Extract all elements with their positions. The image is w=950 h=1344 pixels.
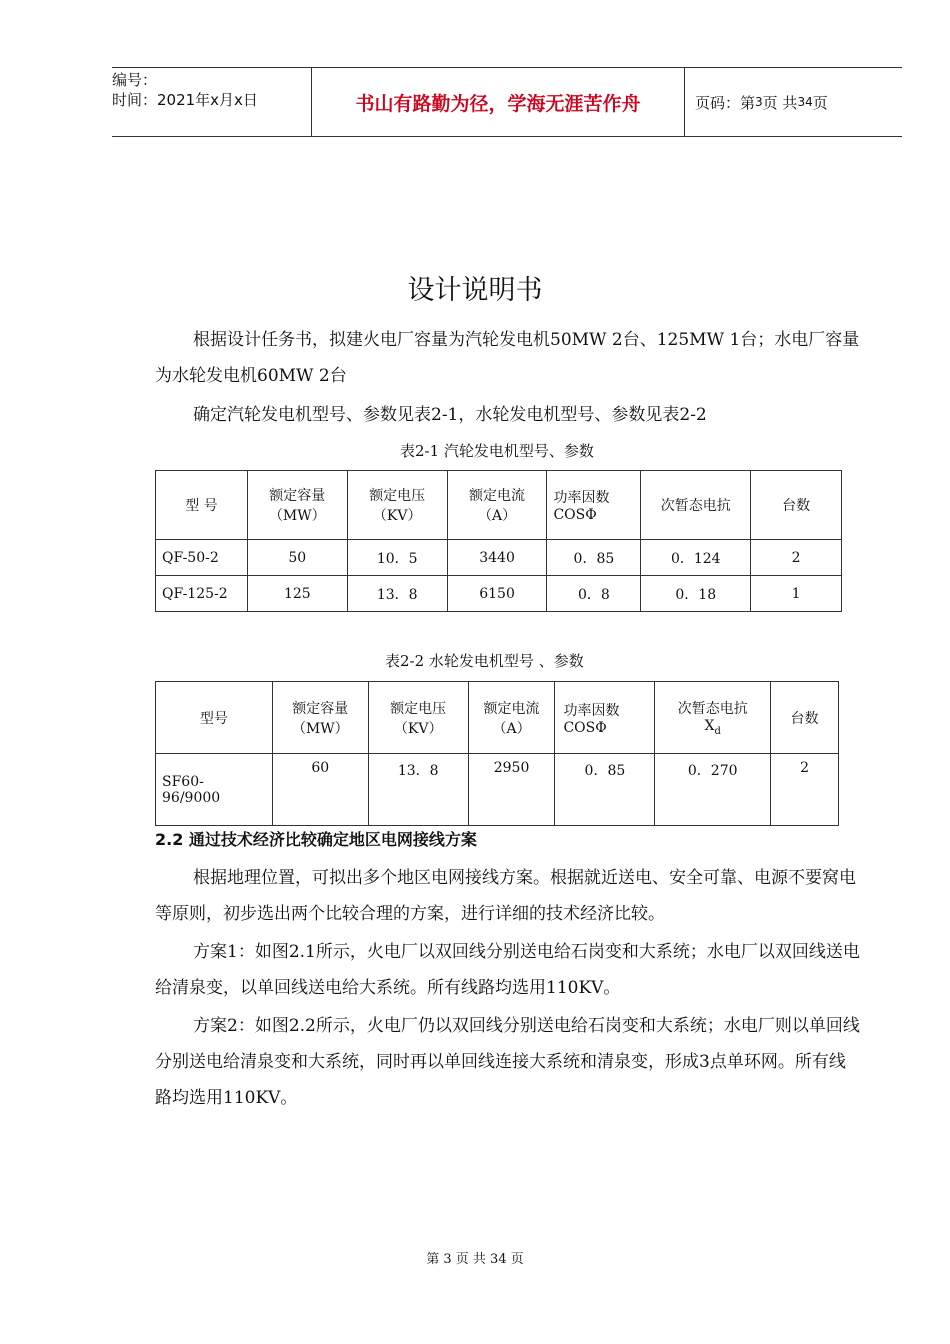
table-cell: 2950 [468,754,555,826]
intro-paragraph-2: 确定汽轮发电机型号、参数见表2-1，水轮发电机型号、参数见表2-2 [193,405,707,425]
table-cell: 1 [751,576,842,612]
table-cell: QF-125-2 [156,576,248,612]
table2-header-current: 额定电流 （A） [468,682,555,754]
table-cell: SF60- 96/9000 [156,754,273,826]
table1-header-quantity: 台数 [751,471,842,540]
header-page-info [685,68,902,136]
table-row [156,540,842,576]
table1-header-power-factor: 功率因数 COSΦ [547,471,641,540]
table-cell: 13．8 [347,576,447,612]
table-cell: 0．85 [555,754,655,826]
page-footer: 第 3 页 共 34 页 [426,1252,524,1267]
table1-header-voltage: 额定电压 （KV） [347,471,447,540]
table1-header-model: 型 号 [156,471,248,540]
time-label: 时间：2021年x月x日 [112,91,258,109]
table-cell: 125 [247,576,347,612]
section-heading: 2.2 通过技术经济比较确定地区电网接线方案 [155,830,477,849]
table-row [156,754,839,826]
table-cell: 2 [751,540,842,576]
header-meta [112,68,312,136]
table-cell: 50 [247,540,347,576]
table2-header-model: 型号 [156,682,273,754]
table-cell: 13．8 [368,754,468,826]
table-cell: 3440 [447,540,547,576]
table2-header-quantity: 台数 [771,682,839,754]
page-header [112,67,902,137]
body-paragraph-3: 方案2：如图2.2所示，火电厂仍以双回线分别送电给石岗变和大系统；水电厂则以单回线分别送电给清泉变和大系统，同时再以单回线连接大系统和清泉变，形成3点单环网。所有线路均选用110KV。 [155,1016,860,1108]
table1-caption: 表2-1 汽轮发电机型号、参数 [400,442,594,460]
table-hydro-generators [155,681,839,826]
table-cell: 0．8 [547,576,641,612]
table-cell: 0．124 [641,540,751,576]
table-cell: 60 [272,754,368,826]
table-cell: 0．18 [641,576,751,612]
page-prefix: 页码：第 [695,93,756,112]
table2-header-capacity: 额定容量 （MW） [272,682,368,754]
table-cell: 0．85 [547,540,641,576]
table-cell: 10．5 [347,540,447,576]
table-row [156,576,842,612]
table2-header-voltage: 额定电压 （KV） [368,682,468,754]
intro-paragraph-1: 根据设计任务书，拟建火电厂容量为汽轮发电机50MW 2台、125MW 1台；水电厂容量为水轮发电机60MW 2台 [155,330,860,386]
table-turbo-generators [155,470,842,612]
table1-header-row [156,471,842,540]
table2-header-power-factor: 功率因数 COSΦ [555,682,655,754]
table-cell: QF-50-2 [156,540,248,576]
page-number: 3 [755,95,763,109]
table-cell: 0．270 [655,754,771,826]
body-paragraph-1: 根据地理位置，可拟出多个地区电网接线方案。根据就近送电、安全可靠、电源不要窝电等原则，初步选出两个比较合理的方案，进行详细的技术经济比较。 [155,868,856,924]
document-title: 设计说明书 [407,275,543,306]
page-total: 34 [797,95,813,109]
header-motto: 书山有路勤为径，学海无涯苦作舟 [312,68,685,136]
table2-header-row [156,682,839,754]
table1-header-capacity: 额定容量 （MW） [247,471,347,540]
table1-header-reactance: 次暂态电抗 [641,471,751,540]
number-label: 编号： [112,71,158,89]
table-cell: 2 [771,754,839,826]
table2-header-reactance: 次暂态电抗 $X_d$ [655,682,771,754]
table2-caption: 表2-2 水轮发电机型号 、参数 [385,652,584,670]
page-suffix: 页 [812,93,828,112]
table-cell: 6150 [447,576,547,612]
page-mid: 页 共 [762,93,798,112]
table1-header-current: 额定电流 （A） [447,471,547,540]
body-paragraph-2: 方案1：如图2.1所示，火电厂以双回线分别送电给石岗变和大系统；水电厂以双回线送电给清泉变，以单回线送电给大系统。所有线路均选用110KV。 [155,942,860,998]
